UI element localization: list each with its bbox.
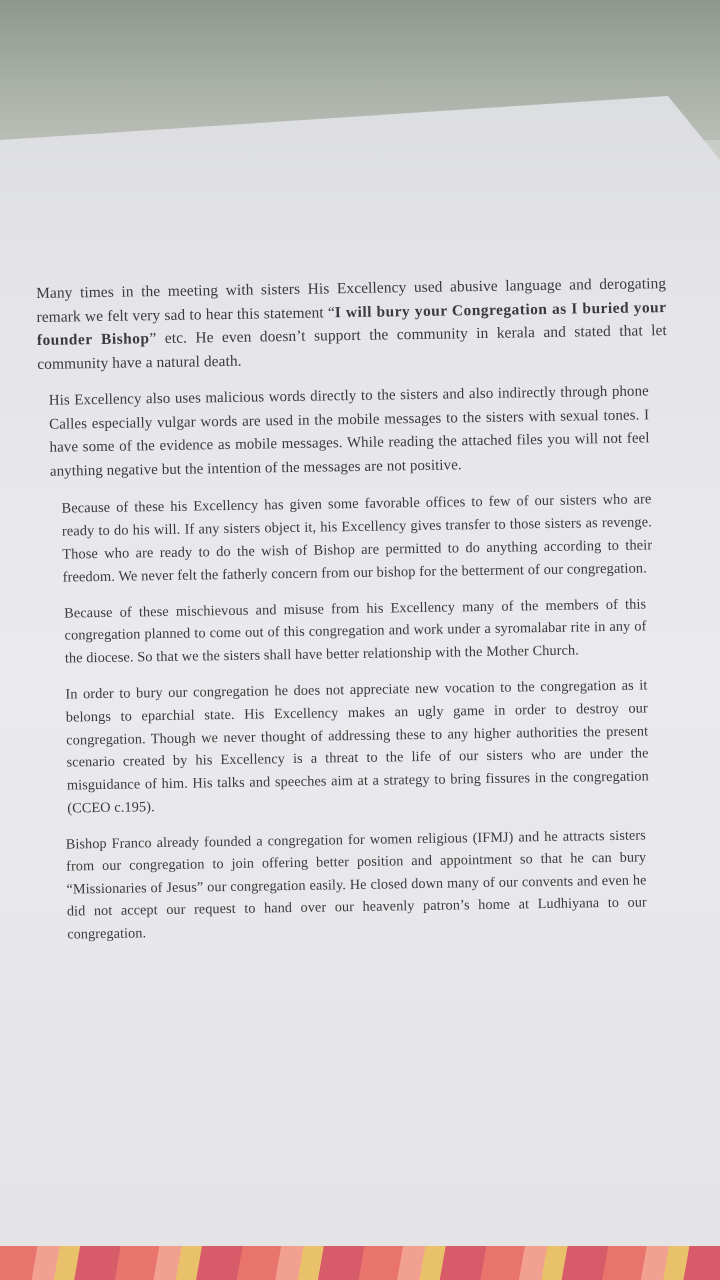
document-body <box>34 272 677 959</box>
background-fabric <box>0 1240 720 1280</box>
paragraph-1 <box>36 272 667 377</box>
paragraph-1-text-b: ” etc. He even doesn’t support the community in kerala and stated that let community have a natural death. <box>37 322 667 374</box>
paragraph-6-text: Bishop Franco already founded a congregation for women religious (IFMJ) and he attracts sisters from our congregation to join offering better position and appointment so that he can bury “Missionaries of Jesus” our congregation easily. He closed down many of our convents and even he did not accept our request to hand over our heavenly patron’s home at Ludhiyana to our congregation. <box>65 827 647 943</box>
paragraph-4-text: Because of these mischievous and misuse from his Excellency many of the members of this congregation planned to come out of this congregation and work under a syromalabar rite in any of the diocese. So that we the sisters shall have better relationship with the Mother Church. <box>64 596 647 667</box>
paragraph-2 <box>49 380 650 484</box>
paragraph-3 <box>61 488 652 589</box>
paragraph-3-text: Because of these his Excellency has given some favorable offices to few of our sisters who are ready to do his will. If any sisters object it, his Excellency gives transfer to those sisters as revenge. Those who are ready to do the wish of Bishop are permitted to do anything according to their freedom. We never felt the fatherly concern from our bishop for the betterment of our congregation. <box>61 490 653 586</box>
paragraph-6 <box>66 824 648 946</box>
paragraph-1-text-a: Many times in the meeting with sisters His Excellency used abusive language and derogating remark we felt very sad to hear this statement “ <box>36 275 667 326</box>
paragraph-5-text: In order to bury our congregation he does not appreciate new vocation to the congregation as it belongs to eparchial state. His Excellency makes an ugly game in order to destroy our congregation. Though we never thought of addressing these to any higher authorities the present scenario created by his Excellency is a threat to the life of our sisters who are under the misguidance of him. His talks and speeches aim at a strategy to bring fissures in the congregation (CCEO c.195). <box>65 677 649 817</box>
paragraph-1-quote: I will bury your Congregation as I buried your founder Bishop <box>36 298 667 350</box>
paragraph-2-text: His Excellency also uses malicious words directly to the sisters and also indirectly through phone Calles especially vulgar words are used in the mobile messages to the sisters with sexual tones. I have some of the evidence as mobile messages. While reading the attached files you will not feel anything negative but the intention of the messages are not positive. <box>48 383 650 480</box>
paragraph-5 <box>65 674 649 820</box>
paragraph-4 <box>64 593 647 671</box>
